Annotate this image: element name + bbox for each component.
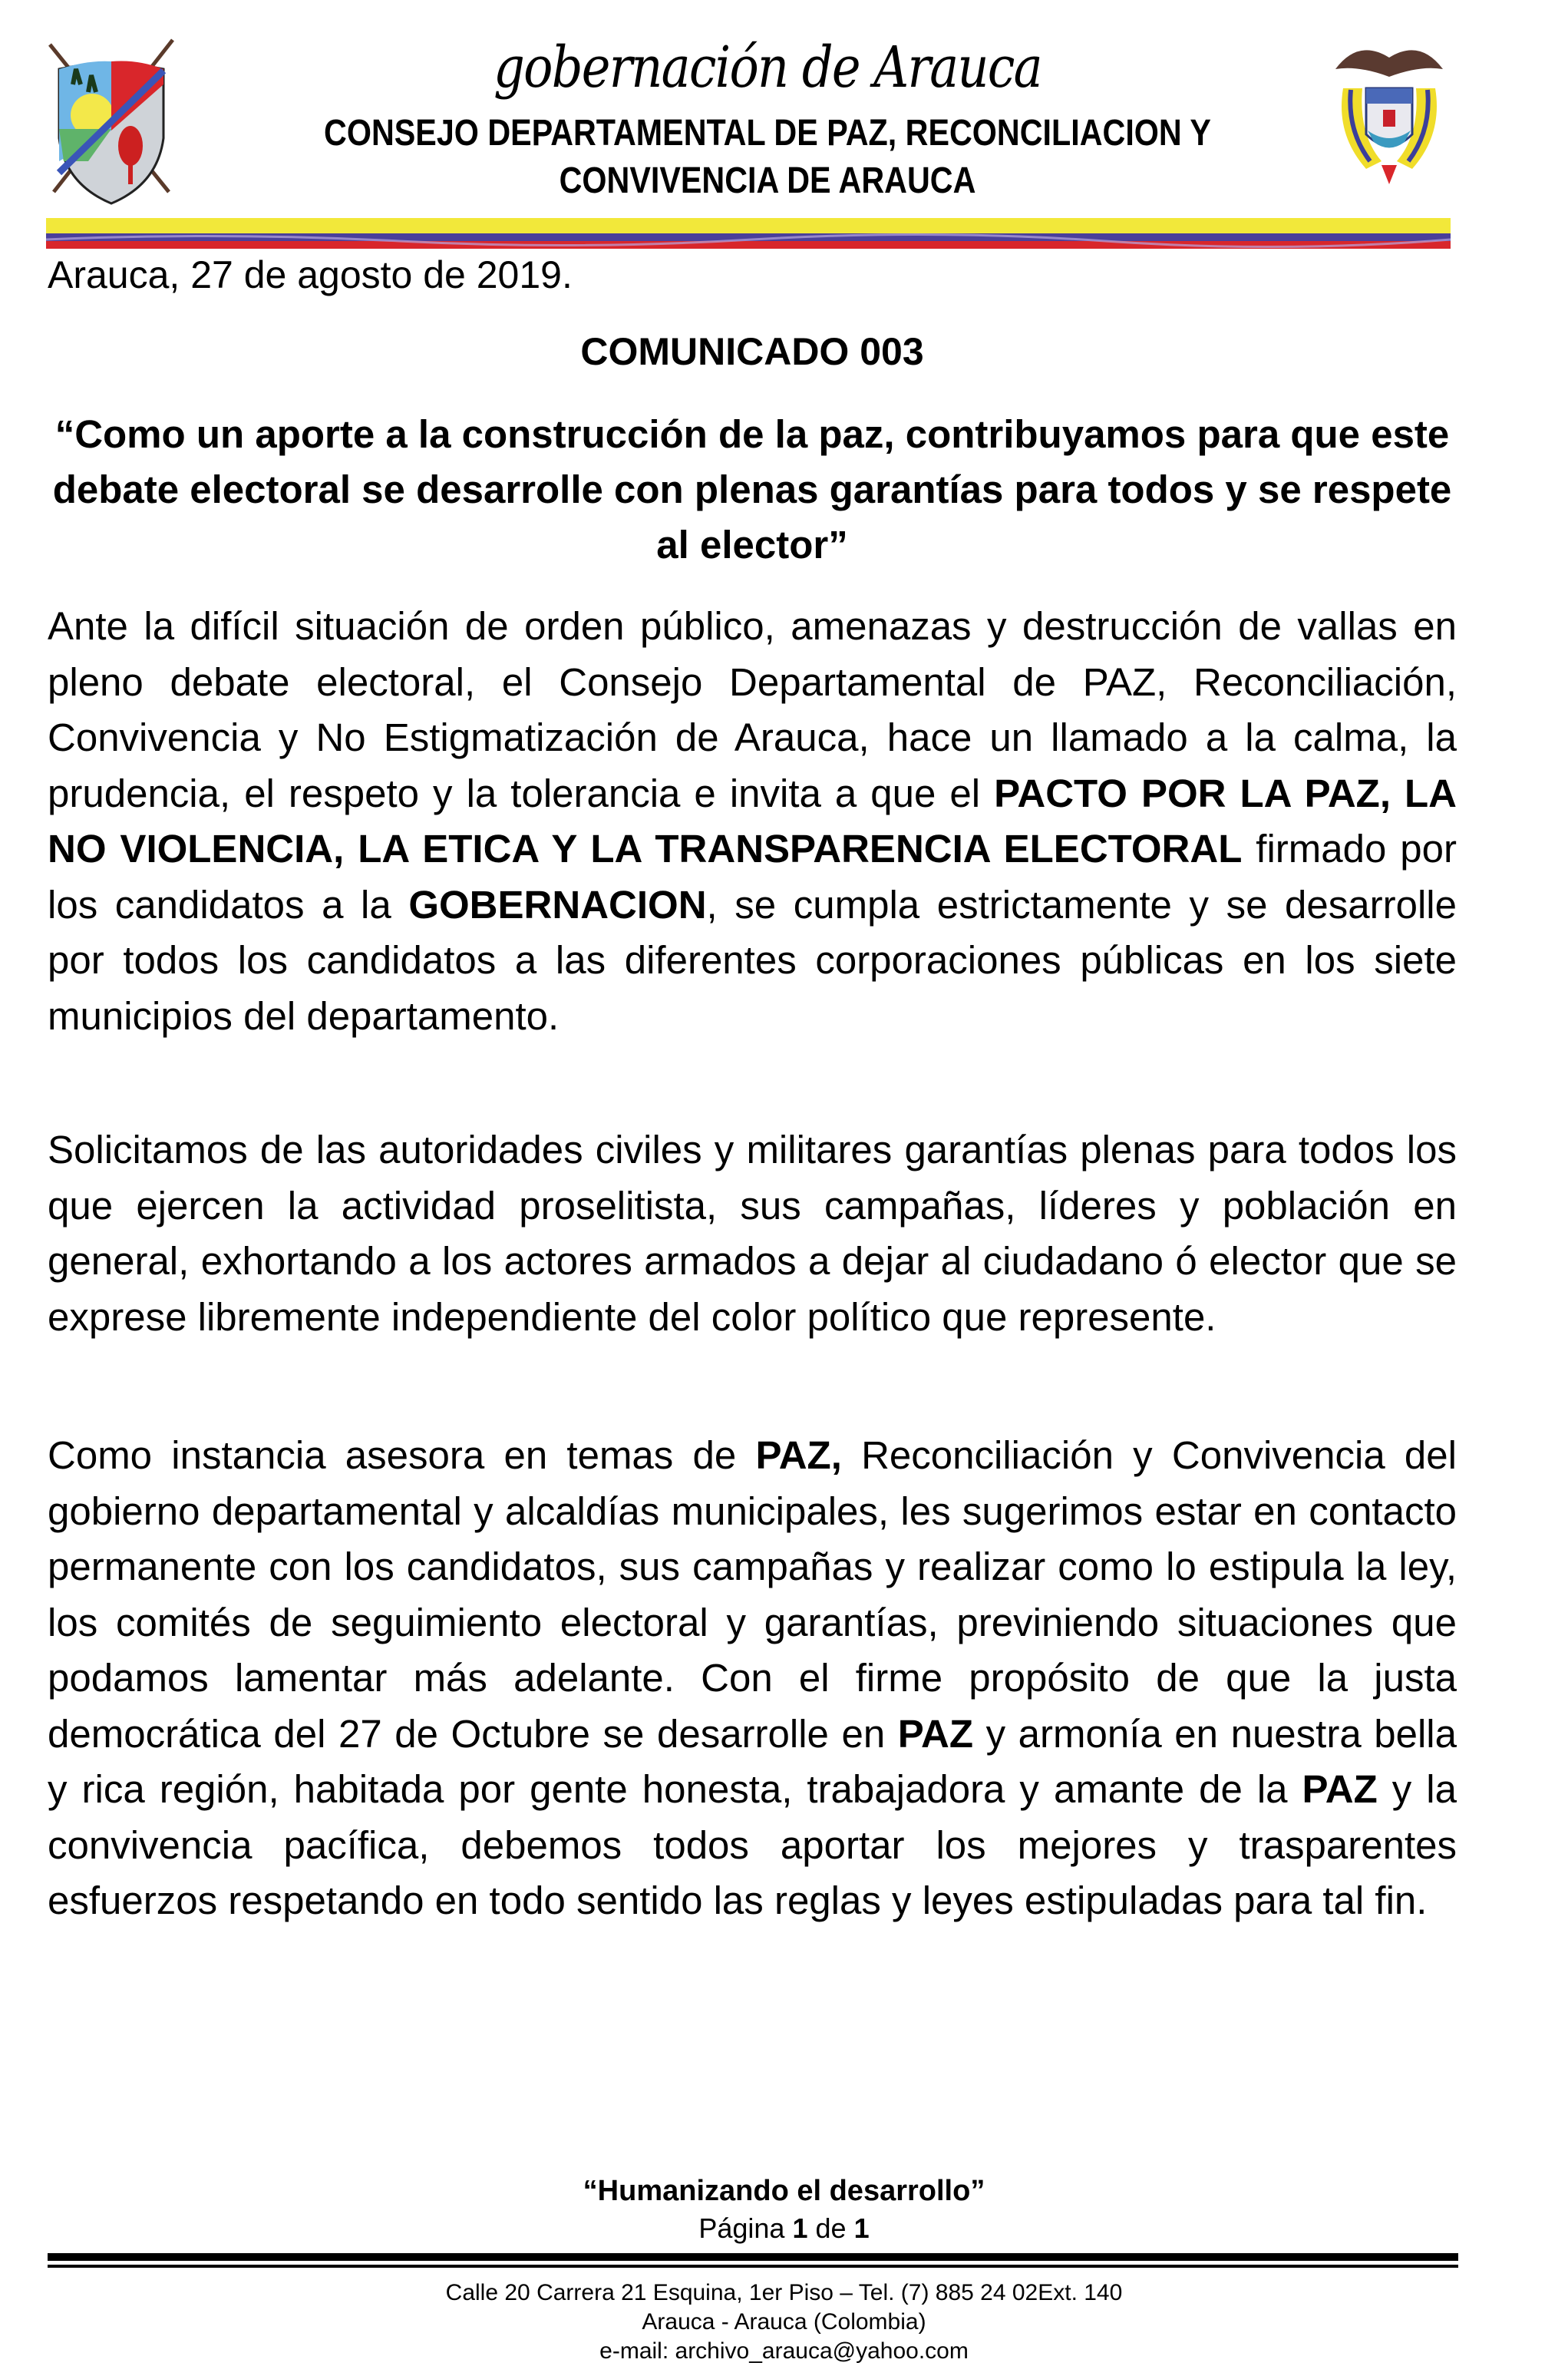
paragraph-text: y armonía en nuestra bella y rica región, habitada por gente honesta, trabajadora y amante de la <box>48 1711 1457 1811</box>
paragraph-text: Como instancia asesora en temas de <box>48 1433 756 1477</box>
footer-email: e-mail: archivo_arauca@yahoo.com <box>599 2338 969 2364</box>
body-paragraph-1 <box>48 599 1457 1044</box>
page-indicator <box>0 2211 1568 2246</box>
paragraph-text: Reconciliación y Convivencia del gobierno departamental y alcaldías municipales, les sugerimos estar en contacto permanente con los candidatos, sus campañas y realizar como lo estipula la ley, los comités de seguimiento electoral y garantías, previniendo situaciones que podamos lamentar más adelante. Con el firme propósito de que la justa democrática del 27 de Octubre se desarrolle en <box>48 1433 1457 1756</box>
paragraph-text: , se cumpla estrictamente y se desarrolle por todos los candidatos a las diferentes corporaciones públicas en los siete municipios del departamento. <box>48 882 1457 1038</box>
emphasized-text: PAZ <box>1302 1767 1378 1811</box>
colombia-coat-of-arms-icon <box>1328 35 1451 188</box>
emphasized-text: PAZ, <box>755 1433 842 1477</box>
emphasized-text: PAZ <box>897 1711 973 1756</box>
footer-city: Arauca - Arauca (Colombia) <box>642 2309 926 2335</box>
footer-divider-thin <box>48 2265 1458 2268</box>
government-title: gobernación de Arauca <box>494 35 1041 101</box>
paragraph-text: firmado por los candidatos a la <box>48 827 1457 927</box>
document-motto: “Como un aporte a la construcción de la paz, contribuyamos para que este debate electoral se desarrolle con plenas garantías para todos y se respete al elector” <box>52 412 1452 567</box>
footer-address: Calle 20 Carrera 21 Esquina, 1er Piso – Tel. (7) 885 24 02Ext. 140 <box>445 2280 1123 2305</box>
paragraph-text: Solicitamos de las autoridades civiles y militares garantías plenas para todos los que ejercen la actividad proselitista, sus campañas, líderes y población en general, exhortando a los actores armados a dejar al ciudadano ó elector que se exprese libremente independiente del color político que represente. <box>48 1128 1457 1339</box>
document-date: Arauca, 27 de agosto de 2019. <box>48 253 573 296</box>
council-name-line-2: CONVIVENCIA DE ARAUCA <box>559 160 976 201</box>
page-total: 1 <box>853 2212 870 2244</box>
body-paragraph-2 <box>48 1122 1457 1345</box>
council-name-line-1: CONSEJO DEPARTAMENTAL DE PAZ, RECONCILIACION Y <box>324 113 1211 154</box>
emphasized-text: GOBERNACION <box>408 882 707 927</box>
emphasized-text: PACTO POR LA PAZ, LA NO VIOLENCIA, LA ETICA Y LA TRANSPARENCIA ELECTORAL <box>48 771 1457 871</box>
footer-divider-thick <box>48 2253 1458 2261</box>
page-label: Página <box>698 2212 785 2244</box>
document-title: COMUNICADO 003 <box>580 330 924 373</box>
page-current: 1 <box>792 2212 808 2244</box>
flag-color-stripe <box>46 218 1451 249</box>
page-of-label: de <box>815 2212 847 2244</box>
paragraph-text: Ante la difícil situación de orden público, amenazas y destrucción de vallas en pleno debate electoral, el Consejo Departamental de PAZ, Reconciliación, Convivencia y No Estigmatización de Arauca, hace un llamado a la calma, la prudencia, el respeto y la tolerancia e invita a que el <box>48 604 1457 815</box>
footer-motto: “Humanizando el desarrollo” <box>583 2175 985 2207</box>
body-paragraph-3 <box>48 1428 1457 1929</box>
paragraph-text: y la convivencia pacífica, debemos todos aportar los mejores y trasparentes esfuerzos respetando en todo sentido las reglas y leyes estipuladas para tal fin. <box>48 1767 1457 1922</box>
arauca-coat-of-arms-icon <box>42 38 180 215</box>
